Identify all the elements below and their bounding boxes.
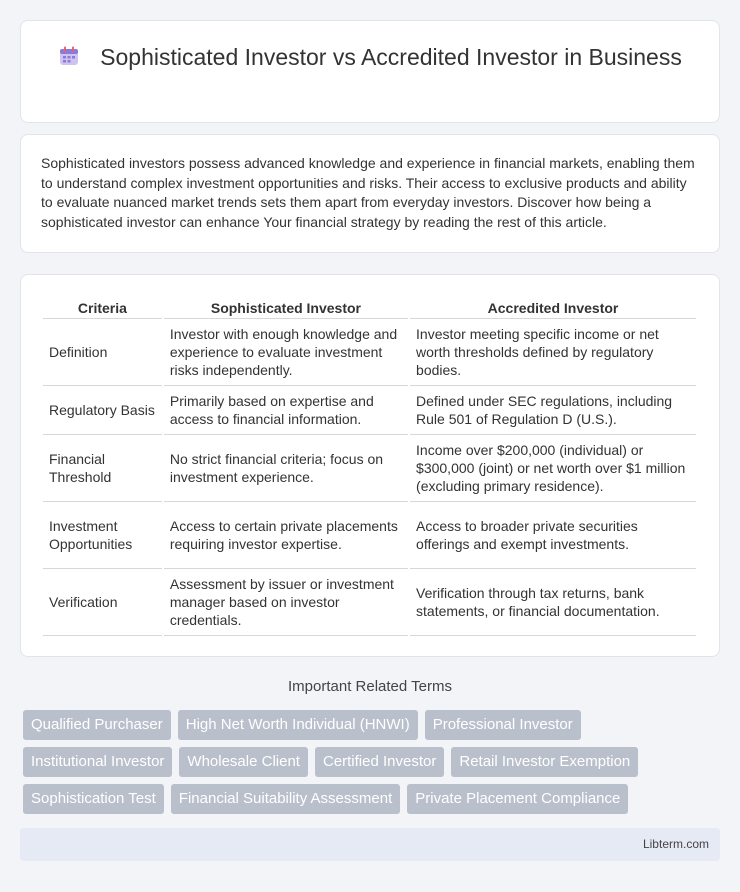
page-title [21,43,719,72]
intro-card [20,134,720,253]
cell-sophisticated: Primarily based on expertise and access to financial information. [164,386,408,435]
cell-criteria: Investment Opportunities [43,502,162,569]
table-row [43,319,696,386]
tag-institutional-investor[interactable]: Institutional Investor [23,747,172,777]
table-row [43,386,696,435]
tag-certified-investor[interactable]: Certified Investor [315,747,444,777]
title-card [20,20,720,123]
tag-row [23,710,723,740]
cell-accredited: Income over $200,000 (individual) or $300,000 (joint) or net worth over $1 million (excluding primary residence). [410,435,696,502]
cell-sophisticated: Assessment by issuer or investment manager based on investor credentials. [164,569,408,636]
cell-sophisticated: Investor with enough knowledge and experience to evaluate investment risks independently. [164,319,408,386]
cell-accredited: Defined under SEC regulations, including Rule 501 of Regulation D (U.S.). [410,386,696,435]
tag-financial-suitability[interactable]: Financial Suitability Assessment [171,784,400,814]
intro-paragraph: Sophisticated investors possess advanced knowledge and experience in financial markets, enabling them to understand complex investment opportunities and risks. Their access to exclusive products and ability to evaluate nuanced market trends sets them apart from everyday investors. Discover how being a sophisticated investor can enhance Your financial strategy by reading the rest of this article. [41,155,695,230]
cell-sophisticated: Access to certain private placements requiring investor expertise. [164,502,408,569]
tag-hnwi[interactable]: High Net Worth Individual (HNWI) [178,710,418,740]
comparison-card [20,274,720,657]
tag-qualified-purchaser[interactable]: Qualified Purchaser [23,710,171,740]
page-title-text: Sophisticated Investor vs Accredited Investor in Business [100,44,682,70]
tag-sophistication-test[interactable]: Sophistication Test [23,784,164,814]
tag-retail-investor-exemption[interactable]: Retail Investor Exemption [451,747,638,777]
cell-criteria: Definition [43,319,162,386]
cell-criteria: Financial Threshold [43,435,162,502]
tag-wholesale-client[interactable]: Wholesale Client [179,747,308,777]
related-terms-title: Important Related Terms [288,678,452,695]
footer [20,828,720,861]
cell-accredited: Access to broader private securities offerings and exempt investments. [410,502,696,569]
comparison-table [41,297,698,636]
calendar-icon [58,45,80,67]
cell-criteria: Regulatory Basis [43,386,162,435]
footer-site-link[interactable]: Libterm.com [642,837,709,851]
tag-professional-investor[interactable]: Professional Investor [425,710,581,740]
tag-private-placement[interactable]: Private Placement Compliance [407,784,628,814]
table-row [43,569,696,636]
header-sophisticated: Sophisticated Investor [164,297,408,319]
tag-row [23,784,723,814]
cell-sophisticated: No strict financial criteria; focus on investment experience. [164,435,408,502]
table-row [43,502,696,569]
header-criteria: Criteria [43,297,162,319]
cell-criteria: Verification [43,569,162,636]
tag-row [23,747,723,777]
cell-accredited: Verification through tax returns, bank statements, or financial documentation. [410,569,696,636]
table-header-row [43,297,696,319]
table-row [43,435,696,502]
cell-accredited: Investor meeting specific income or net worth thresholds defined by regulatory bodies. [410,319,696,386]
related-terms-list [23,710,723,821]
header-accredited: Accredited Investor [410,297,696,319]
